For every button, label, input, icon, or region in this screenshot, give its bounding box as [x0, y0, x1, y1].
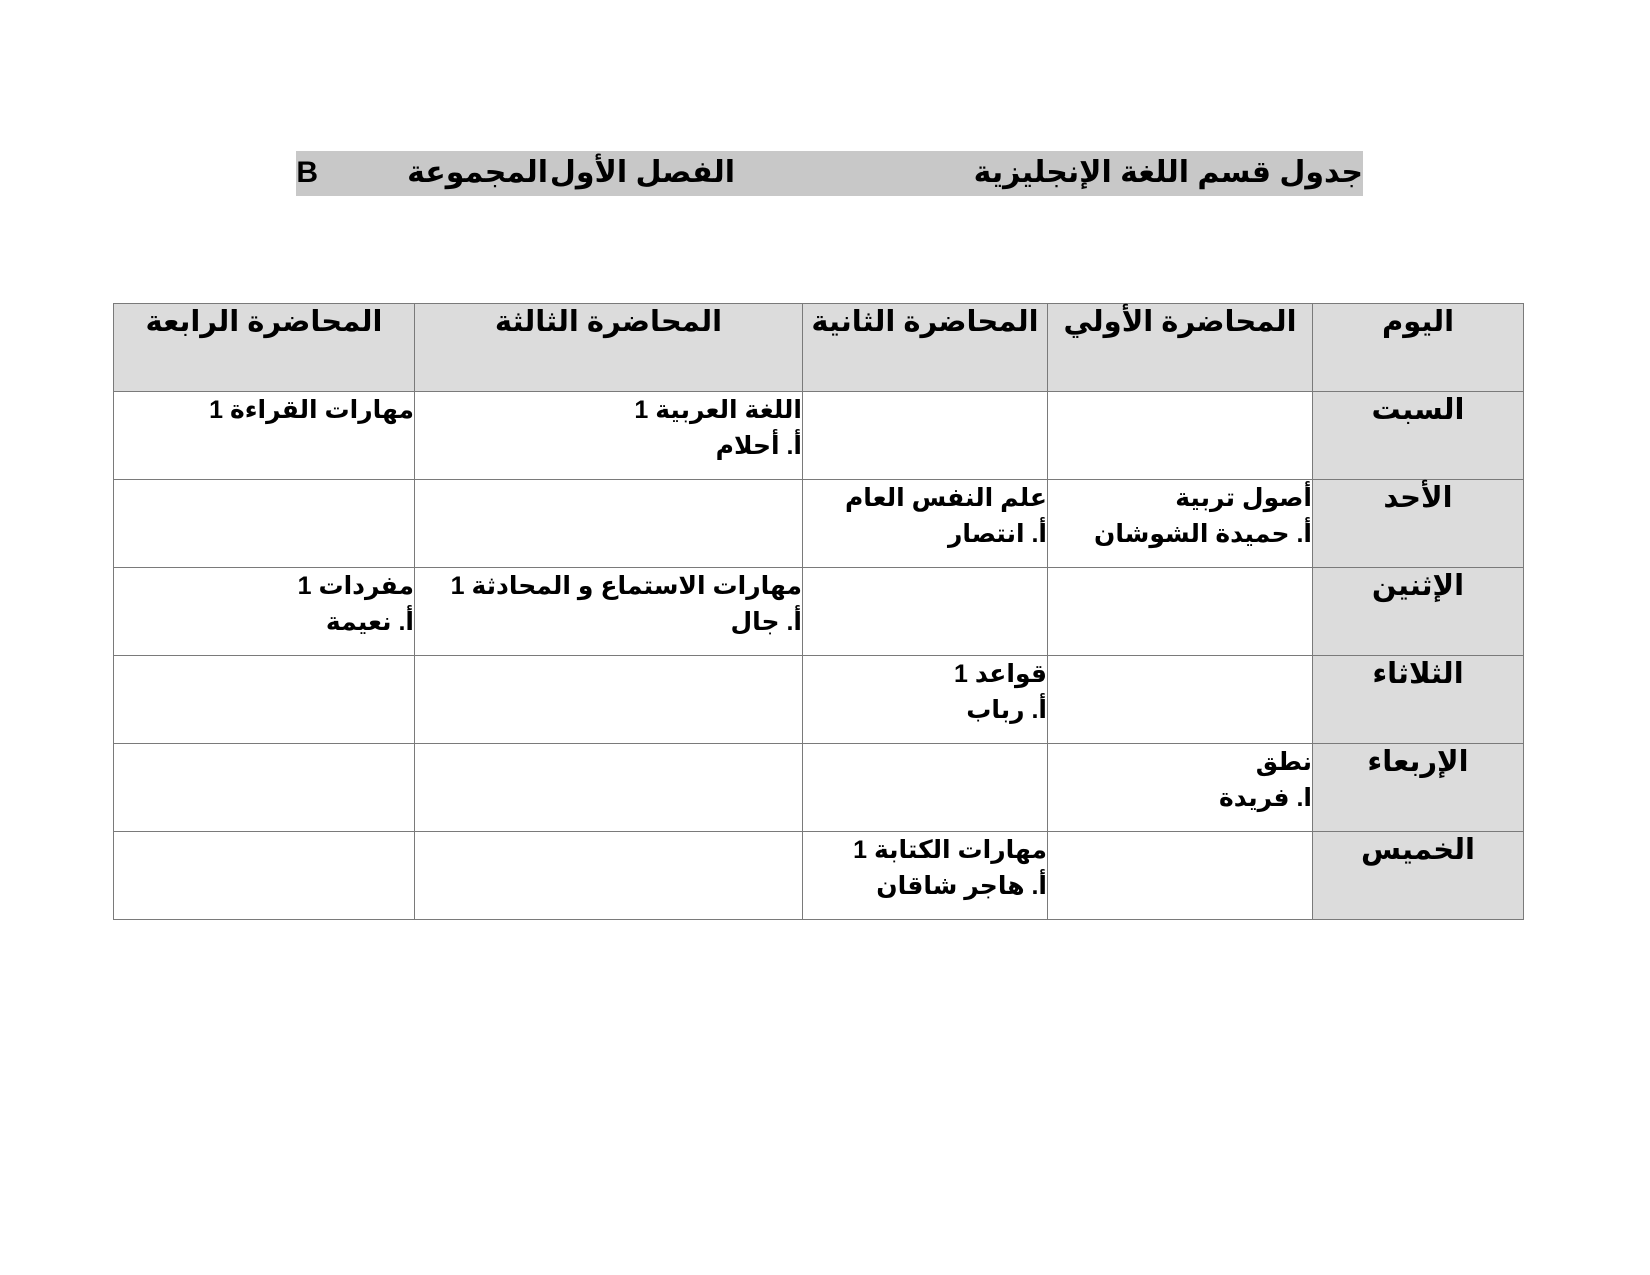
lecture-cell — [803, 392, 1048, 480]
table-row — [114, 744, 1524, 832]
group-label: المجموعة — [407, 156, 548, 189]
day-cell: الإربعاء — [1313, 744, 1524, 832]
day-cell: السبت — [1313, 392, 1524, 480]
teacher-name: أ. حميدة الشوشان — [1094, 520, 1312, 548]
lecture-cell — [803, 832, 1048, 920]
lecture-cell — [1048, 480, 1313, 568]
title-bar — [296, 151, 1363, 196]
lecture-cell — [114, 392, 415, 480]
table-row — [114, 568, 1524, 656]
lecture-cell — [415, 392, 803, 480]
course-name: نطق — [1255, 748, 1312, 776]
lecture-cell — [803, 656, 1048, 744]
lecture-cell — [803, 744, 1048, 832]
schedule-table — [113, 303, 1524, 920]
course-name: مفردات 1 — [297, 572, 414, 600]
table-row — [114, 656, 1524, 744]
course-name: مهارات الكتابة 1 — [853, 836, 1047, 864]
lecture-cell — [114, 832, 415, 920]
header-lecture-4: المحاضرة الرابعة — [114, 304, 415, 392]
lecture-cell — [415, 656, 803, 744]
lecture-cell — [803, 480, 1048, 568]
course-name: قواعد 1 — [954, 660, 1047, 688]
teacher-name: أ. أحلام — [715, 432, 802, 460]
lecture-cell — [114, 568, 415, 656]
lecture-cell — [114, 656, 415, 744]
teacher-name: ا. فريدة — [1219, 784, 1312, 812]
header-lecture-1: المحاضرة الأولي — [1048, 304, 1313, 392]
course-name: علم النفس العام — [844, 484, 1047, 512]
lecture-cell — [1048, 744, 1313, 832]
teacher-name: أ. انتصار — [947, 520, 1047, 548]
header-lecture-3: المحاضرة الثالثة — [415, 304, 803, 392]
day-cell: الإثنين — [1313, 568, 1524, 656]
lecture-cell — [1048, 392, 1313, 480]
lecture-cell — [1048, 568, 1313, 656]
semester-label: الفصل الأول — [549, 156, 735, 189]
lecture-cell — [114, 744, 415, 832]
table-row — [114, 480, 1524, 568]
course-name: اللغة العربية 1 — [634, 396, 802, 424]
table-row — [114, 832, 1524, 920]
teacher-name: أ. نعيمة — [325, 608, 414, 636]
lecture-cell — [415, 568, 803, 656]
day-cell: الثلاثاء — [1313, 656, 1524, 744]
teacher-name: أ. جال — [730, 608, 802, 636]
department-title: جدول قسم اللغة الإنجليزية — [973, 156, 1363, 189]
lecture-cell — [415, 744, 803, 832]
lecture-cell — [803, 568, 1048, 656]
header-day: اليوم — [1313, 304, 1524, 392]
teacher-name: أ. رباب — [966, 696, 1047, 724]
course-name: مهارات الاستماع و المحادثة 1 — [450, 572, 802, 600]
course-name: أصول تربية — [1175, 484, 1312, 512]
lecture-cell — [415, 832, 803, 920]
day-cell: الخميس — [1313, 832, 1524, 920]
lecture-cell — [1048, 832, 1313, 920]
header-row — [114, 304, 1524, 392]
table-row — [114, 392, 1524, 480]
lecture-cell — [415, 480, 803, 568]
group-value: B — [296, 156, 318, 189]
header-lecture-2: المحاضرة الثانية — [803, 304, 1048, 392]
day-cell: الأحد — [1313, 480, 1524, 568]
lecture-cell — [114, 480, 415, 568]
teacher-name: أ. هاجر شاقان — [876, 872, 1047, 900]
course-name: مهارات القراءة 1 — [209, 396, 414, 424]
lecture-cell — [1048, 656, 1313, 744]
